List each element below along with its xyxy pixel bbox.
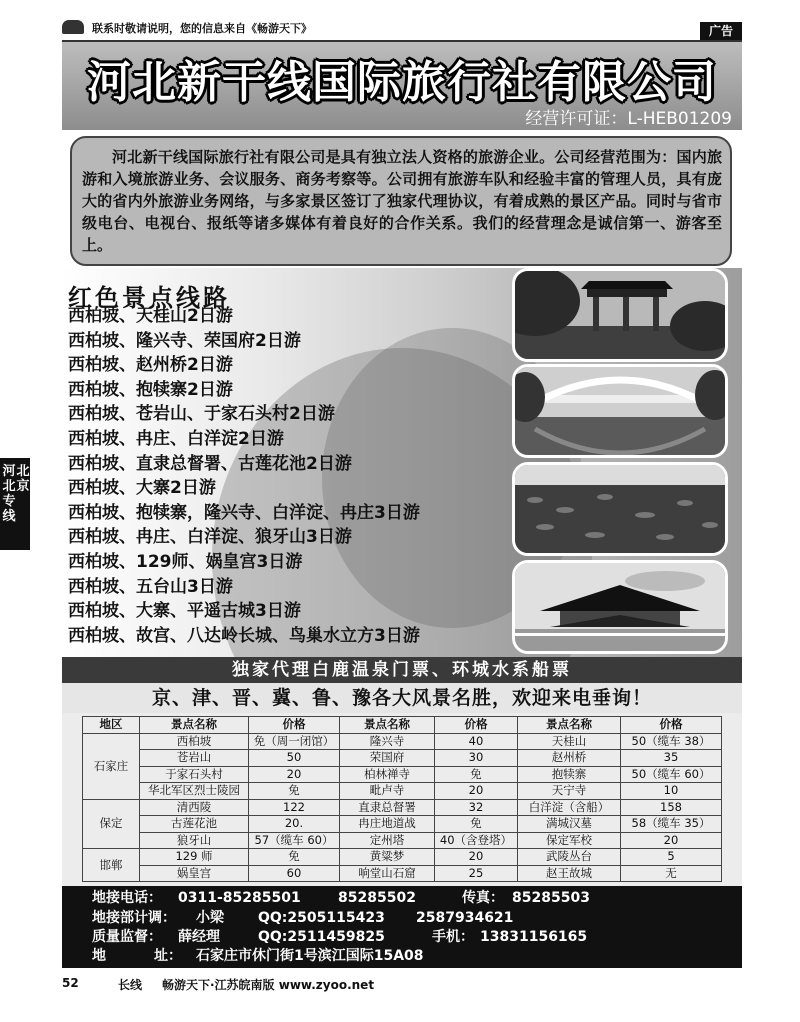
dept-qq-2: 2587934621 [416, 910, 514, 926]
table-cell: 响堂山石窟 [340, 865, 435, 882]
table-cell: 免（周一闭馆） [249, 733, 340, 750]
sidebar-tag [0, 458, 30, 550]
table-cell: 满城汉墓 [518, 816, 621, 833]
route-item: 西柏坡、冉庄、白洋淀、狼牙山3日游 [68, 527, 352, 548]
table-cell: 白洋淀（含船） [518, 799, 621, 816]
route-item: 西柏坡、直隶总督署、古莲花池2日游 [68, 453, 352, 474]
table-cell: 20. [249, 816, 340, 833]
table-cell: 隆兴寺 [340, 733, 435, 750]
route-item: 西柏坡、抱犊寨2日游 [68, 379, 233, 400]
table-cell: 直隶总督署 [340, 799, 435, 816]
table-cell: 50（缆车 60） [621, 766, 722, 783]
contact-block [62, 886, 742, 968]
license-number: 经营许可证：L-HEB01209 [525, 109, 732, 129]
page-footer [62, 974, 742, 994]
table-cell: 35 [621, 750, 722, 767]
table-cell: 免 [435, 816, 518, 833]
table-header-row [83, 717, 722, 734]
photo-palace [512, 560, 728, 654]
table-cell: 娲皇宫 [140, 865, 249, 882]
table-cell: 荣国府 [340, 750, 435, 767]
table-cell: 57（缆车 60） [249, 832, 340, 849]
table-cell: 免 [249, 783, 340, 800]
table-row [83, 832, 722, 849]
mobile-number: 13831156165 [480, 929, 588, 945]
route-item: 西柏坡、129师、娲皇宫3日游 [68, 551, 303, 572]
photo-lotus-pond [512, 462, 728, 556]
table-cell: 清西陵 [140, 799, 249, 816]
fax-number: 85285503 [512, 890, 590, 906]
region-cell: 石家庄 [83, 733, 140, 799]
promo-line: 京、津、晋、冀、鲁、豫各大风景名胜，欢迎来电垂询！ [62, 683, 742, 713]
intro-section [62, 132, 742, 272]
table-cell: 129 师 [140, 849, 249, 866]
table-cell: 免 [249, 849, 340, 866]
table-cell: 冉庄地道战 [340, 816, 435, 833]
table-cell: 黄粱梦 [340, 849, 435, 866]
table-row [83, 816, 722, 833]
table-cell: 122 [249, 799, 340, 816]
table-cell: 50（缆车 38） [621, 733, 722, 750]
table-header: 景点名称 [140, 717, 249, 734]
agent-banner: 独家代理白鹿温泉门票、环城水系船票 [62, 657, 742, 683]
routes-section [62, 268, 742, 660]
route-item: 西柏坡、故宫、八达岭长城、鸟巢水立方3日游 [68, 625, 420, 646]
route-list [68, 304, 420, 648]
route-item: 西柏坡、赵州桥2日游 [68, 355, 233, 376]
table-header: 景点名称 [518, 717, 621, 734]
table-cell: 20 [249, 766, 340, 783]
table-header: 景点名称 [340, 717, 435, 734]
price-table [82, 716, 722, 882]
table-cell: 40（含登塔） [435, 832, 518, 849]
table-row [83, 783, 722, 800]
table-cell: 毗卢寺 [340, 783, 435, 800]
photo-arch-bridge [512, 364, 728, 458]
table-cell: 32 [435, 799, 518, 816]
intro-text: 河北新干线国际旅行社有限公司是具有独立法人资格的旅游企业。公司经营范围为：国内旅游和入境旅游业务、会议服务、商务考察等。公司拥有旅游车队和经验丰富的管理人员，具有庞大的省内外旅游业务网络，与多家景区签订了独家代理协议，有着成熟的景区产品。同时与省市级电台、电视台、报纸等诸多媒体有着良好的合作关系。我们的经营理念是诚信第一、游客至上。 [82, 148, 722, 254]
table-cell: 苍岩山 [140, 750, 249, 767]
table-cell: 30 [435, 750, 518, 767]
table-cell: 40 [435, 733, 518, 750]
phone-label: 地接电话： [92, 890, 162, 906]
phone-2: 85285502 [338, 890, 416, 906]
table-cell: 5 [621, 849, 722, 866]
table-cell: 狼牙山 [140, 832, 249, 849]
sidebar-col-1: 北京 [16, 464, 30, 494]
top-notice-text: 联系时敬请说明，您的信息来自《畅游天下》 [92, 22, 312, 35]
dept-label: 地接部计调： [92, 910, 176, 926]
address-label-2: 址： [154, 948, 182, 964]
region-cell: 邯郸 [83, 849, 140, 882]
table-cell: 58（缆车 35） [621, 816, 722, 833]
table-cell: 60 [249, 865, 340, 882]
table-cell: 10 [621, 783, 722, 800]
route-item: 西柏坡、大寨、平遥古城3日游 [68, 601, 301, 622]
table-row [83, 849, 722, 866]
intro-box [70, 136, 732, 266]
table-cell: 赵州桥 [518, 750, 621, 767]
table-row [83, 766, 722, 783]
table-row [83, 865, 722, 882]
table-cell: 保定军校 [518, 832, 621, 849]
photo-memorial-gate [512, 268, 728, 362]
company-name: 河北新干线国际旅行社有限公司 [87, 57, 717, 108]
table-cell: 20 [435, 849, 518, 866]
phone-1: 0311-85285501 [178, 890, 301, 906]
sidebar-col-2: 河北专线 [2, 464, 16, 524]
ad-tag: 广告 [700, 22, 742, 40]
page-number: 52 [62, 976, 79, 990]
route-item: 西柏坡、冉庄、白洋淀2日游 [68, 428, 284, 449]
table-cell: 25 [435, 865, 518, 882]
route-item: 西柏坡、五台山3日游 [68, 576, 233, 597]
table-header: 价格 [621, 717, 722, 734]
top-notice-bar [62, 18, 742, 42]
route-item: 西柏坡、苍岩山、于家石头村2日游 [68, 404, 335, 425]
table-cell: 西柏坡 [140, 733, 249, 750]
table-cell: 天宁寺 [518, 783, 621, 800]
table-cell: 20 [435, 783, 518, 800]
address-text: 石家庄市休门街1号滨江国际15A08 [196, 948, 424, 964]
publication-name: 畅游天下·江苏皖南版 www.zyoo.net [162, 978, 375, 992]
table-row [83, 733, 722, 750]
section-name: 长线 [118, 978, 143, 992]
fax-label: 传真： [462, 890, 504, 906]
table-cell: 50 [249, 750, 340, 767]
region-cell: 保定 [83, 799, 140, 849]
dept-person: 小梁 [196, 910, 224, 926]
routes-title: 红色景点线路 [68, 284, 230, 312]
table-cell: 158 [621, 799, 722, 816]
qc-label: 质量监督： [92, 929, 162, 945]
table-cell: 华北军区烈士陵园 [140, 783, 249, 800]
table-cell: 定州塔 [340, 832, 435, 849]
route-item: 西柏坡、天桂山2日游 [68, 306, 233, 326]
magazine-logo-icon [62, 20, 84, 34]
qc-person: 薛经理 [178, 929, 220, 945]
route-item: 西柏坡、抱犊寨，隆兴寺、白洋淀、冉庄3日游 [68, 502, 420, 523]
address-label-1: 地 [92, 948, 106, 964]
company-header [62, 42, 742, 130]
route-item: 西柏坡、大寨2日游 [68, 478, 216, 499]
table-row [83, 750, 722, 767]
table-cell: 天桂山 [518, 733, 621, 750]
table-cell: 无 [621, 865, 722, 882]
dept-qq: QQ:2505115423 [258, 910, 385, 926]
table-cell: 赵王故城 [518, 865, 621, 882]
table-cell: 免 [435, 766, 518, 783]
table-cell: 于家石头村 [140, 766, 249, 783]
table-cell: 20 [621, 832, 722, 849]
table-cell: 抱犊寨 [518, 766, 621, 783]
table-header: 价格 [435, 717, 518, 734]
table-cell: 柏林禅寺 [340, 766, 435, 783]
table-row [83, 799, 722, 816]
mobile-label: 手机： [432, 929, 474, 945]
price-table-section [62, 713, 742, 886]
table-cell: 古莲花池 [140, 816, 249, 833]
route-item: 西柏坡、隆兴寺、荣国府2日游 [68, 330, 301, 351]
table-cell: 武陵丛台 [518, 849, 621, 866]
table-header: 价格 [249, 717, 340, 734]
table-header: 地区 [83, 717, 140, 734]
qc-qq: QQ:2511459825 [258, 929, 385, 945]
